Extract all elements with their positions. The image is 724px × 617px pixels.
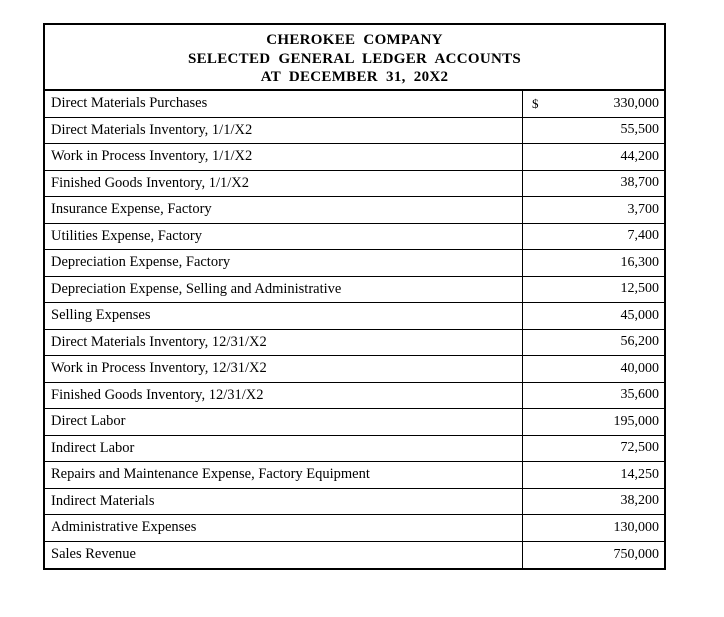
account-amount-cell bbox=[523, 171, 664, 197]
account-amount-cell bbox=[523, 383, 664, 409]
table-date: AT DECEMBER 31, 20X2 bbox=[260, 69, 449, 85]
table-row bbox=[45, 303, 664, 330]
account-label: Finished Goods Inventory, 12/31/X2 bbox=[45, 383, 523, 409]
account-label: Finished Goods Inventory, 1/1/X2 bbox=[45, 171, 523, 197]
account-amount: 750,000 bbox=[613, 546, 659, 562]
account-amount-cell bbox=[523, 91, 664, 117]
table-row bbox=[45, 330, 664, 357]
company-name: CHEROKEE COMPANY bbox=[266, 32, 443, 48]
account-amount: 16,300 bbox=[620, 254, 659, 270]
account-amount-cell bbox=[523, 250, 664, 276]
table-row bbox=[45, 489, 664, 516]
account-amount: 35,600 bbox=[620, 387, 659, 403]
account-amount-cell bbox=[523, 224, 664, 250]
account-amount-cell bbox=[523, 436, 664, 462]
account-label: Insurance Expense, Factory bbox=[45, 197, 523, 223]
table-row bbox=[45, 197, 664, 224]
account-amount-cell bbox=[523, 356, 664, 382]
table-row bbox=[45, 409, 664, 436]
account-amount-cell bbox=[523, 330, 664, 356]
table-row bbox=[45, 250, 664, 277]
table-row bbox=[45, 542, 664, 569]
account-label: Work in Process Inventory, 1/1/X2 bbox=[45, 144, 523, 170]
account-amount-cell bbox=[523, 144, 664, 170]
table-row bbox=[45, 224, 664, 251]
account-amount: 130,000 bbox=[613, 519, 659, 535]
account-label: Depreciation Expense, Factory bbox=[45, 250, 523, 276]
account-amount: 56,200 bbox=[620, 334, 659, 350]
account-amount-cell bbox=[523, 515, 664, 541]
account-amount: 330,000 bbox=[613, 95, 659, 111]
account-label: Depreciation Expense, Selling and Administrative bbox=[45, 277, 523, 303]
table-row bbox=[45, 515, 664, 542]
table-row bbox=[45, 118, 664, 145]
table-header bbox=[45, 25, 664, 91]
table-row bbox=[45, 91, 664, 118]
table-row bbox=[45, 144, 664, 171]
account-label: Direct Materials Purchases bbox=[45, 91, 523, 117]
account-amount: 3,700 bbox=[627, 201, 659, 217]
account-amount: 44,200 bbox=[620, 148, 659, 164]
account-label: Indirect Materials bbox=[45, 489, 523, 515]
account-amount-cell bbox=[523, 542, 664, 569]
account-amount-cell bbox=[523, 462, 664, 488]
account-label: Administrative Expenses bbox=[45, 515, 523, 541]
table-subtitle: SELECTED GENERAL LEDGER ACCOUNTS bbox=[187, 50, 522, 67]
account-label: Sales Revenue bbox=[45, 542, 523, 569]
account-label: Direct Labor bbox=[45, 409, 523, 435]
account-amount: 72,500 bbox=[620, 440, 659, 456]
account-amount: 38,200 bbox=[620, 493, 659, 509]
account-amount: 45,000 bbox=[620, 307, 659, 323]
currency-symbol: $ bbox=[532, 95, 539, 111]
account-amount: 14,250 bbox=[620, 466, 659, 482]
table-row bbox=[45, 356, 664, 383]
account-label: Utilities Expense, Factory bbox=[45, 224, 523, 250]
account-amount-cell bbox=[523, 277, 664, 303]
account-amount-cell bbox=[523, 303, 664, 329]
account-label: Repairs and Maintenance Expense, Factory Equipment bbox=[45, 462, 523, 488]
account-amount: 55,500 bbox=[620, 122, 659, 138]
account-rows bbox=[45, 91, 664, 568]
table-row bbox=[45, 383, 664, 410]
account-amount-cell bbox=[523, 118, 664, 144]
account-amount: 40,000 bbox=[620, 360, 659, 376]
table-row bbox=[45, 462, 664, 489]
table-row bbox=[45, 171, 664, 198]
account-amount-cell bbox=[523, 489, 664, 515]
account-amount: 195,000 bbox=[613, 413, 659, 429]
table-row bbox=[45, 277, 664, 304]
account-amount-cell bbox=[523, 409, 664, 435]
ledger-table bbox=[43, 23, 666, 570]
table-row bbox=[45, 436, 664, 463]
account-amount: 38,700 bbox=[620, 175, 659, 191]
account-label: Work in Process Inventory, 12/31/X2 bbox=[45, 356, 523, 382]
account-amount: 7,400 bbox=[627, 228, 659, 244]
account-label: Indirect Labor bbox=[45, 436, 523, 462]
account-amount-cell bbox=[523, 197, 664, 223]
account-label: Direct Materials Inventory, 1/1/X2 bbox=[45, 118, 523, 144]
account-amount: 12,500 bbox=[620, 281, 659, 297]
account-label: Direct Materials Inventory, 12/31/X2 bbox=[45, 330, 523, 356]
account-label: Selling Expenses bbox=[45, 303, 523, 329]
